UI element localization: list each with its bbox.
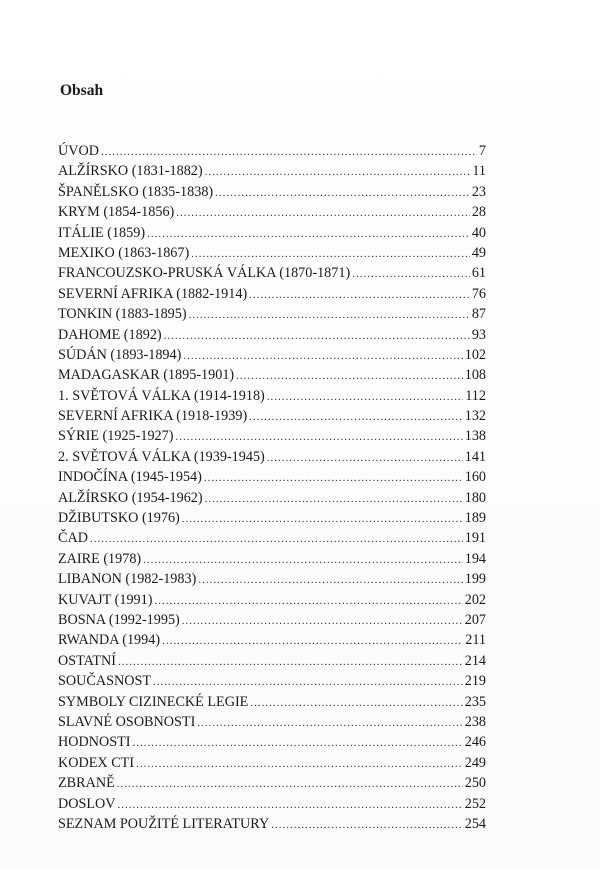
dot-leader bbox=[249, 407, 463, 427]
toc-entry bbox=[58, 692, 486, 712]
dot-leader bbox=[236, 366, 463, 386]
dot-leader bbox=[197, 713, 462, 733]
toc-entry bbox=[58, 263, 486, 283]
toc-entry-page-number: 249 bbox=[464, 754, 486, 771]
toc-entry bbox=[58, 630, 486, 650]
toc-entry bbox=[58, 569, 486, 589]
dot-leader bbox=[204, 468, 463, 488]
toc-entry-page-number: 49 bbox=[471, 244, 486, 261]
toc-entry bbox=[58, 712, 486, 732]
toc-entry-page-number: 93 bbox=[471, 326, 486, 343]
dot-leader bbox=[250, 693, 462, 713]
toc-entry bbox=[58, 528, 486, 548]
toc-entry bbox=[58, 284, 486, 304]
dot-leader bbox=[182, 611, 463, 631]
toc-entry-title: MADAGASKAR (1895-1901) bbox=[58, 367, 235, 384]
toc-entry-page-number: 194 bbox=[464, 550, 486, 567]
toc-entry-page-number: 76 bbox=[471, 285, 486, 302]
toc-entry-page-number: 202 bbox=[464, 591, 486, 608]
dot-leader bbox=[205, 489, 463, 509]
dot-leader bbox=[215, 183, 470, 203]
toc-entry bbox=[58, 426, 486, 446]
dot-leader bbox=[117, 774, 463, 794]
toc-entry-title: SEZNAM POUŽITÉ LITERATURY bbox=[58, 815, 270, 832]
toc-entry-title: ALŽÍRSKO (1954-1962) bbox=[58, 489, 203, 506]
toc-entry bbox=[58, 773, 486, 793]
dot-leader bbox=[191, 244, 470, 264]
toc-entry bbox=[58, 202, 486, 222]
toc-entry-title: TONKIN (1883-1895) bbox=[58, 306, 187, 323]
toc-entry-page-number: 211 bbox=[465, 632, 486, 649]
toc-entry bbox=[58, 386, 486, 406]
toc-entry bbox=[58, 243, 486, 263]
dot-leader bbox=[136, 754, 463, 774]
toc-entry bbox=[58, 345, 486, 365]
toc-entry-page-number: 254 bbox=[464, 815, 486, 832]
toc-entry-page-number: 108 bbox=[464, 367, 486, 384]
toc-entry-title: RWANDA (1994) bbox=[58, 632, 161, 649]
dot-leader bbox=[189, 305, 470, 325]
toc-entry bbox=[58, 447, 486, 467]
toc-entry-title: OSTATNÍ bbox=[58, 652, 116, 669]
toc-entry bbox=[58, 794, 486, 814]
toc-entry bbox=[58, 590, 486, 610]
toc-entry-page-number: 61 bbox=[471, 265, 486, 282]
dot-leader bbox=[118, 652, 463, 672]
table-of-contents bbox=[58, 141, 486, 834]
toc-entry-page-number: 189 bbox=[464, 510, 486, 527]
dot-leader bbox=[133, 733, 463, 753]
toc-entry bbox=[58, 488, 486, 508]
toc-entry-title: SEVERNÍ AFRIKA (1882-1914) bbox=[58, 285, 248, 302]
dot-leader bbox=[176, 203, 470, 223]
toc-entry-page-number: 141 bbox=[464, 448, 486, 465]
toc-entry-page-number: 207 bbox=[464, 611, 486, 628]
toc-entry bbox=[58, 406, 486, 426]
page-title: Obsah bbox=[60, 82, 104, 99]
toc-entry bbox=[58, 325, 486, 345]
toc-entry-title: DŽIBUTSKO (1976) bbox=[58, 510, 180, 527]
toc-entry-page-number: 235 bbox=[464, 693, 486, 710]
toc-entry bbox=[58, 610, 486, 630]
toc-entry-title: 2. SVĚTOVÁ VÁLKA (1939-1945) bbox=[58, 448, 265, 465]
toc-entry-page-number: 132 bbox=[464, 408, 486, 425]
dot-leader bbox=[198, 570, 462, 590]
toc-entry-page-number: 102 bbox=[464, 346, 486, 363]
toc-entry-page-number: 160 bbox=[464, 469, 486, 486]
toc-entry-title: MEXIKO (1863-1867) bbox=[58, 244, 190, 261]
dot-leader bbox=[267, 387, 463, 407]
toc-entry-title: KODEX CTI bbox=[58, 754, 135, 771]
dot-leader bbox=[164, 326, 470, 346]
toc-entry bbox=[58, 223, 486, 243]
toc-entry-title: ALŽÍRSKO (1831-1882) bbox=[58, 163, 203, 180]
toc-entry bbox=[58, 732, 486, 752]
dot-leader bbox=[205, 162, 471, 182]
toc-entry bbox=[58, 182, 486, 202]
toc-entry-page-number: 219 bbox=[464, 673, 486, 690]
dot-leader bbox=[352, 264, 470, 284]
toc-entry bbox=[58, 161, 486, 181]
toc-entry-title: LIBANON (1982-1983) bbox=[58, 571, 197, 588]
dot-leader bbox=[249, 285, 470, 305]
toc-entry bbox=[58, 753, 486, 773]
toc-entry-page-number: 199 bbox=[464, 571, 486, 588]
toc-entry bbox=[58, 508, 486, 528]
toc-entry-title: HODNOSTI bbox=[58, 734, 131, 751]
toc-entry-title: INDOČÍNA (1945-1954) bbox=[58, 469, 202, 486]
toc-entry-page-number: 23 bbox=[471, 183, 486, 200]
toc-entry bbox=[58, 141, 486, 161]
toc-entry-page-number: 28 bbox=[471, 204, 486, 221]
toc-entry-title: FRANCOUZSKO-PRUSKÁ VÁLKA (1870-1871) bbox=[58, 265, 351, 282]
toc-entry-title: ÚVOD bbox=[58, 143, 99, 159]
toc-entry-title: SÚDÁN (1893-1894) bbox=[58, 346, 182, 363]
dot-leader bbox=[182, 509, 463, 529]
toc-entry-page-number: 87 bbox=[471, 306, 486, 323]
dot-leader bbox=[175, 427, 462, 447]
dot-leader bbox=[271, 815, 462, 835]
toc-entry bbox=[58, 365, 486, 385]
toc-entry-page-number: 180 bbox=[464, 489, 486, 506]
toc-entry-title: 1. SVĚTOVÁ VÁLKA (1914-1918) bbox=[58, 387, 265, 404]
dot-leader bbox=[90, 529, 463, 549]
toc-entry-title: SLAVNÉ OSOBNOSTI bbox=[58, 713, 196, 730]
toc-entry-page-number: 246 bbox=[464, 734, 486, 751]
toc-entry-page-number: 191 bbox=[464, 530, 486, 547]
toc-entry bbox=[58, 814, 486, 834]
toc-entry-page-number: 250 bbox=[464, 775, 486, 792]
toc-entry-page-number: 11 bbox=[472, 163, 486, 180]
toc-entry-page-number: 40 bbox=[471, 224, 486, 241]
dot-leader bbox=[162, 631, 463, 651]
toc-entry-title: KUVAJT (1991) bbox=[58, 591, 153, 608]
dot-leader bbox=[154, 591, 462, 611]
toc-entry-title: SOUČASNOST bbox=[58, 673, 152, 690]
toc-entry-title: KRYM (1854-1856) bbox=[58, 204, 175, 221]
toc-entry bbox=[58, 671, 486, 691]
toc-entry-page-number: 112 bbox=[465, 387, 486, 404]
dot-leader bbox=[101, 142, 477, 162]
toc-entry bbox=[58, 651, 486, 671]
toc-entry-title: ČAD bbox=[58, 530, 88, 547]
toc-entry bbox=[58, 549, 486, 569]
toc-entry-title: ZAIRE (1978) bbox=[58, 550, 142, 567]
toc-entry-title: ZBRANĚ bbox=[58, 775, 115, 792]
dot-leader bbox=[183, 346, 462, 366]
dot-leader bbox=[153, 672, 463, 692]
toc-entry-title: DOSLOV bbox=[58, 795, 116, 812]
dot-leader bbox=[143, 550, 463, 570]
toc-entry-page-number: 214 bbox=[464, 652, 486, 669]
toc-entry-page-number: 138 bbox=[464, 428, 486, 445]
toc-entry-title: SYMBOLY CIZINECKÉ LEGIE bbox=[58, 693, 249, 710]
dot-leader bbox=[147, 224, 470, 244]
toc-entry-title: ŠPANĚLSKO (1835-1838) bbox=[58, 183, 214, 200]
toc-entry-title: BOSNA (1992-1995) bbox=[58, 611, 180, 628]
toc-entry-page-number: 252 bbox=[464, 795, 486, 812]
dot-leader bbox=[118, 795, 463, 815]
toc-entry-title: SÝRIE (1925-1927) bbox=[58, 428, 174, 445]
toc-entry-title: SEVERNÍ AFRIKA (1918-1939) bbox=[58, 408, 248, 425]
toc-entry-title: DAHOME (1892) bbox=[58, 326, 162, 343]
toc-entry bbox=[58, 467, 486, 487]
toc-entry bbox=[58, 304, 486, 324]
dot-leader bbox=[267, 448, 463, 468]
toc-entry-title: ITÁLIE (1859) bbox=[58, 224, 146, 241]
toc-entry-page-number: 7 bbox=[478, 143, 486, 159]
toc-entry-page-number: 238 bbox=[464, 713, 486, 730]
